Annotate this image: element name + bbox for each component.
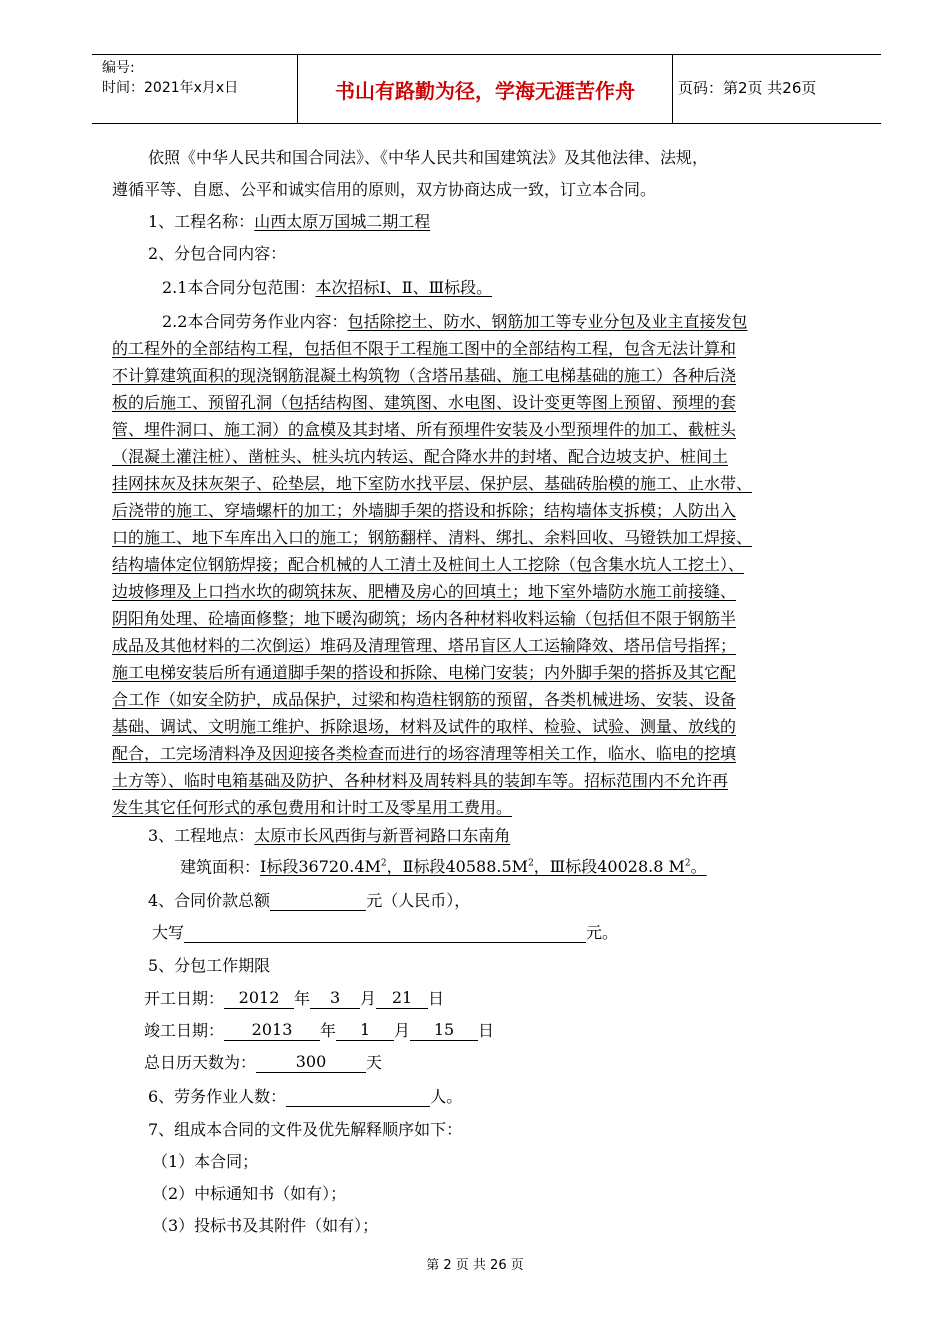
intro-line-2: 遵循平等、自愿、公平和诚实信用的原则，双方协商达成一致，订立本合同。: [112, 180, 657, 199]
area-section-3: ，Ⅲ标段40028.8 M: [533, 857, 685, 877]
area-unit-exp: 2: [528, 859, 534, 869]
labor-content-line: 结构墙体定位钢筋焊接；配合机械的人工清土及桩间土人工挖除（包含集水坑人工挖土）、: [112, 555, 745, 574]
total-days-label: 总日历天数为：: [144, 1053, 257, 1072]
labor-content-line: 施工电梯安装后所有通道脚手架的搭设和拆除、电梯门安装；内外脚手架的搭拆及其它配: [112, 663, 737, 682]
header-page-info: 页码：第2页 共26页: [678, 79, 817, 97]
labor-content-line: 包括除挖土、防水、钢筋加工等专业分包及业主直接发包: [347, 312, 748, 331]
labor-content-line: 配合，工完场清料净及因迎接各类检查而进行的场容清理等相关工作，临水、临电的挖填: [112, 744, 737, 763]
labor-content-line: 挂网抹灰及抹灰架子、砼垫层，地下室防水找平层、保护层、基础砖胎模的施工、止水带、: [112, 474, 753, 493]
document-list-item: （1）本合同；: [152, 1152, 259, 1171]
work-period-heading: 5、分包工作期限: [148, 956, 271, 975]
start-label: 开工日期：: [144, 989, 225, 1008]
total-days-row: [144, 1052, 382, 1073]
area-section-1: Ⅰ标段36720.4M: [260, 857, 381, 877]
page-footer: 第 2 页 共 26 页: [426, 1258, 524, 1273]
time-label: 时间：2021年x月x日: [102, 80, 239, 96]
labor-headcount-row: [148, 1086, 462, 1107]
labor-content-line: 的工程外的全部结构工程，包括但不限于工程施工图中的全部结构工程，包含无法计算和: [112, 339, 737, 358]
daxie-suffix: 元。: [586, 923, 619, 942]
scope-label: 2.1本合同分包范围：: [162, 278, 316, 297]
labor-content-line: 阴阳角处理、砼墙面修整；地下暖沟砌筑；场内各种材料收料运输（包括但不限于钢筋半: [112, 609, 737, 628]
project-location-row: [148, 826, 510, 846]
area-section-2: ，Ⅱ标段40588.5M: [386, 857, 529, 877]
documents-order-heading: 7、组成本合同的文件及优先解释顺序如下：: [148, 1120, 463, 1139]
labor-content-line: 管、埋件洞口、施工洞）的盒模及其封堵、所有预埋件安装及小型预埋件的加工、截桩头: [112, 420, 737, 439]
labor-content-line: 合工作（如安全防护，成品保护，过梁和构造柱钢筋的预留，各类机械进场、安装、设备: [112, 690, 737, 709]
end-year: 2013: [224, 1020, 320, 1041]
contract-price-row: [148, 890, 470, 911]
building-area-row: [180, 854, 707, 877]
area-end: 。: [690, 857, 707, 877]
page-header: [92, 54, 881, 124]
labor-content-line: 板的后施工、预留孔洞（包括结构图、建筑图、水电图、设计变更等图上预留、预埋的套: [112, 393, 737, 412]
end-month: 1: [336, 1020, 394, 1041]
end-date-row: [144, 1020, 494, 1041]
end-day: 15: [410, 1020, 478, 1041]
subcontract-content-heading: 2、分包合同内容：: [148, 244, 287, 263]
price-suffix: 元（人民币），: [366, 891, 471, 910]
labor-content-line: 发生其它任何形式的承包费用和计时工及零星用工费用。: [112, 798, 513, 817]
month-unit: 月: [360, 989, 377, 1008]
area-unit-exp: 2: [684, 859, 691, 869]
document-list-item: （3）投标书及其附件（如有）；: [152, 1216, 379, 1235]
headcount-label: 6、劳务作业人数：: [148, 1087, 287, 1106]
labor-content-label: 2.2本合同劳务作业内容：: [162, 312, 348, 331]
labor-content-row: [162, 312, 747, 332]
area-label: 建筑面积：: [180, 857, 261, 877]
labor-content-line: 成品及其他材料的二次倒运）堆码及清理管理、塔吊盲区人工运输降效、塔吊信号指挥；: [112, 636, 737, 655]
price-amount-field[interactable]: [270, 890, 366, 911]
labor-content-line: 不计算建筑面积的现浇钢筋混凝土构筑物（含塔吊基础、施工电梯基础的施工）各种后浇: [112, 366, 737, 385]
subcontract-scope-row: [162, 278, 492, 298]
location-label: 3、工程地点：: [148, 826, 255, 845]
location-value: 太原市长风西街与新晋祠路口东南角: [254, 826, 511, 845]
number-label: 编号:: [102, 60, 135, 76]
document-list-item: （2）中标通知书（如有）；: [152, 1184, 347, 1203]
day-unit: 日: [478, 1021, 495, 1040]
month-unit: 月: [394, 1021, 411, 1040]
start-month: 3: [310, 988, 360, 1009]
labor-content-line: 基础、调试、文明施工维护、拆除退场，材料及试件的取样、检验、试验、测量、放线的: [112, 717, 737, 736]
daxie-label: 大写: [152, 923, 185, 942]
start-day: 21: [376, 988, 428, 1009]
area-values: [260, 857, 707, 876]
start-date-row: [144, 988, 444, 1009]
labor-content-line: 后浇带的施工、穿墙螺杆的加工；外墙脚手架的搭设和拆除；结构墙体支拆模；人防出入: [112, 501, 737, 520]
project-name-value: 山西太原万国城二期工程: [254, 212, 431, 231]
labor-content-line: 土方等）、临时电箱基础及防护、各种材料及周转料具的装卸车等。招标范围内不允许再: [112, 771, 729, 790]
area-unit-exp: 2: [380, 859, 387, 869]
price-in-words-row: [152, 922, 618, 943]
scope-value: 本次招标Ⅰ、Ⅱ、Ⅲ标段。: [315, 278, 493, 297]
end-label: 竣工日期：: [144, 1021, 225, 1040]
labor-content-line: 边坡修理及上口挡水坎的砌筑抹灰、肥槽及房心的回填土；地下室外墙防水施工前接缝、: [112, 582, 737, 601]
price-label: 4、合同价款总额: [148, 891, 271, 910]
total-days-value: 300: [256, 1052, 366, 1073]
headcount-field[interactable]: [286, 1086, 430, 1107]
project-name-label: 1、工程名称：: [148, 212, 255, 231]
price-in-words-field[interactable]: [184, 922, 586, 943]
day-unit: 日: [428, 989, 445, 1008]
headcount-suffix: 人。: [430, 1087, 463, 1106]
intro-line-1: 依照《中华人民共和国合同法》、《中华人民共和国建筑法》及其他法律、法规，: [148, 148, 709, 167]
header-meta: [102, 58, 238, 98]
labor-content-line: 口的施工、地下车库出入口的施工；钢筋翻样、清料、绑扎、余料回收、马镫铁加工焊接、: [112, 528, 753, 547]
year-unit: 年: [320, 1021, 337, 1040]
year-unit: 年: [294, 989, 311, 1008]
project-name-row: [148, 212, 430, 232]
total-days-suffix: 天: [366, 1053, 383, 1072]
header-motto: 书山有路勤为径，学海无涯苦作舟: [297, 55, 673, 123]
start-year: 2012: [224, 988, 294, 1009]
labor-content-line: （混凝土灌注桩）、凿桩头、桩头坑内转运、配合降水井的封堵、配合边坡支护、桩间土: [112, 447, 729, 466]
